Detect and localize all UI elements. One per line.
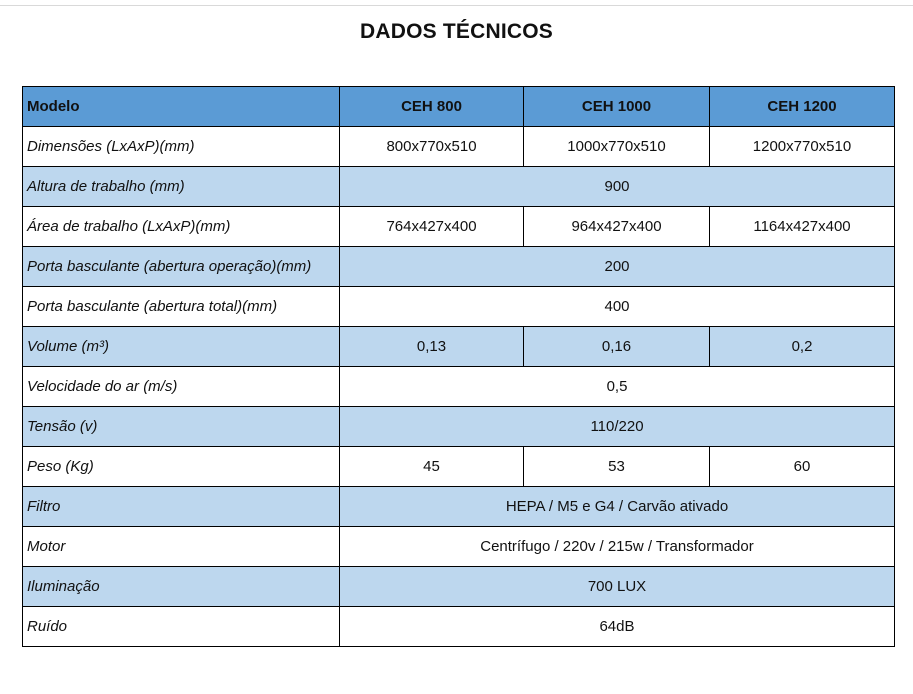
header-ceh-1200: CEH 1200: [710, 87, 895, 127]
table-row: [23, 287, 895, 327]
table-row: [23, 607, 895, 647]
table-row: [23, 367, 895, 407]
table-row: [23, 567, 895, 607]
row-label: Filtro: [23, 487, 340, 527]
cell-value: 964x427x400: [524, 207, 710, 247]
cell-value: 200: [340, 247, 895, 287]
table-row: [23, 167, 895, 207]
cell-value: 64dB: [340, 607, 895, 647]
cell-value: 1000x770x510: [524, 127, 710, 167]
header-model: Modelo: [23, 87, 340, 127]
row-label: Área de trabalho (LxAxP)(mm): [23, 207, 340, 247]
cell-value: 110/220: [340, 407, 895, 447]
row-label: Velocidade do ar (m/s): [23, 367, 340, 407]
row-label: Iluminação: [23, 567, 340, 607]
header-ceh-1000: CEH 1000: [524, 87, 710, 127]
page-title: DADOS TÉCNICOS: [360, 20, 553, 43]
row-label: Motor: [23, 527, 340, 567]
cell-value: 700 LUX: [340, 567, 895, 607]
cell-value: 60: [710, 447, 895, 487]
row-label: Ruído: [23, 607, 340, 647]
table-row: [23, 407, 895, 447]
cell-value: 53: [524, 447, 710, 487]
row-label: Dimensões (LxAxP)(mm): [23, 127, 340, 167]
cell-value: 1200x770x510: [710, 127, 895, 167]
technical-data-table: [22, 86, 895, 647]
cell-value: HEPA / M5 e G4 / Carvão ativado: [340, 487, 895, 527]
table-row: [23, 527, 895, 567]
row-label: Volume (m³): [23, 327, 340, 367]
row-label: Porta basculante (abertura total)(mm): [23, 287, 340, 327]
row-label: Porta basculante (abertura operação)(mm): [23, 247, 340, 287]
top-divider: [0, 5, 913, 6]
table-row: [23, 327, 895, 367]
header-ceh-800: CEH 800: [340, 87, 524, 127]
row-label: Peso (Kg): [23, 447, 340, 487]
cell-value: 900: [340, 167, 895, 207]
table-row: [23, 127, 895, 167]
cell-value: 45: [340, 447, 524, 487]
table-row: [23, 247, 895, 287]
row-label: Altura de trabalho (mm): [23, 167, 340, 207]
cell-value: 0,2: [710, 327, 895, 367]
cell-value: 0,16: [524, 327, 710, 367]
cell-value: 800x770x510: [340, 127, 524, 167]
cell-value: 0,13: [340, 327, 524, 367]
cell-value: 764x427x400: [340, 207, 524, 247]
row-label: Tensão (v): [23, 407, 340, 447]
table-row: [23, 207, 895, 247]
cell-value: 400: [340, 287, 895, 327]
cell-value: 1164x427x400: [710, 207, 895, 247]
cell-value: 0,5: [340, 367, 895, 407]
table-row: [23, 447, 895, 487]
table-header-row: [23, 87, 895, 127]
table-row: [23, 487, 895, 527]
cell-value: Centrífugo / 220v / 215w / Transformador: [340, 527, 895, 567]
